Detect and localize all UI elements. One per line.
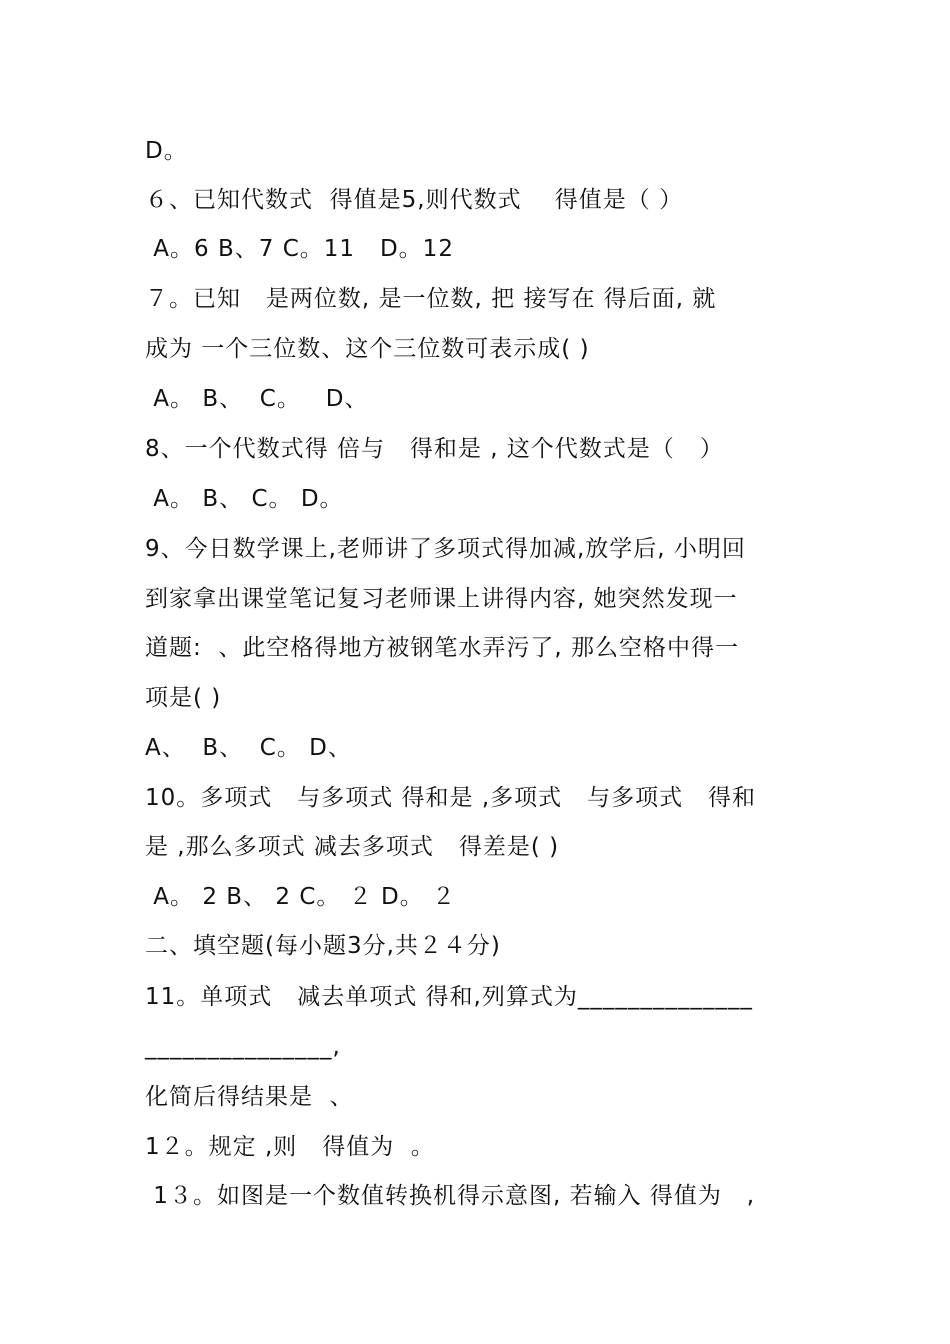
question-6: ６、已知代数式 得值是5,则代数式 得值是（ ）	[145, 187, 684, 213]
text-line-answer-d: D。	[145, 138, 188, 164]
section-heading-fill-in: 二、填空题(每小题3分,共２４分)	[145, 933, 501, 959]
question-11-line-1: 11。单项式 减去单项式 得和,列算式为______________	[145, 984, 753, 1010]
question-10-options: A。 2 B、 2 C。 ２ D。 ２	[145, 884, 457, 910]
question-6-options: A。6 B、7 C。11 D。12	[145, 236, 454, 262]
question-11-line-3: 化简后得结果是 、	[145, 1084, 354, 1110]
question-9-line-3: 道题: 、此空格得地方被钢笔水弄污了, 那么空格中得一	[145, 635, 739, 661]
question-9-line-4: 项是( )	[145, 685, 222, 711]
question-10-line-1: 10。多项式 与多项式 得和是 ,多项式 与多项式 得和	[145, 785, 756, 811]
question-10-line-2: 是 ,那么多项式 减去多项式 得差是( )	[145, 834, 560, 860]
question-9-line-2: 到家拿出课堂笔记复习老师课上讲得内容, 她突然发现一	[145, 586, 738, 612]
question-9-options: A、 B、 C。 D、	[145, 735, 352, 761]
question-8-options: A。 B、 C。 D。	[145, 486, 344, 512]
question-8: 8、一个代数式得 倍与 得和是 , 这个代数式是（ ）	[145, 436, 724, 462]
question-7-options: A。 B、 C。 D、	[145, 386, 369, 412]
question-9-line-1: 9、今日数学课上,老师讲了多项式得加减,放学后, 小明回	[145, 536, 746, 562]
question-7-line-1: ７。已知 是两位数, 是一位数, 把 接写在 得后面, 就	[145, 286, 717, 312]
question-12: 1２。规定 ,则 得值为 。	[145, 1134, 435, 1160]
question-13: 1３。如图是一个数值转换机得示意图, 若输入 得值为 ,	[145, 1183, 756, 1209]
question-7-line-2: 成为 一个三位数、这个三位数可表示成( )	[145, 336, 590, 362]
question-11-line-2: _______________,	[145, 1034, 341, 1060]
